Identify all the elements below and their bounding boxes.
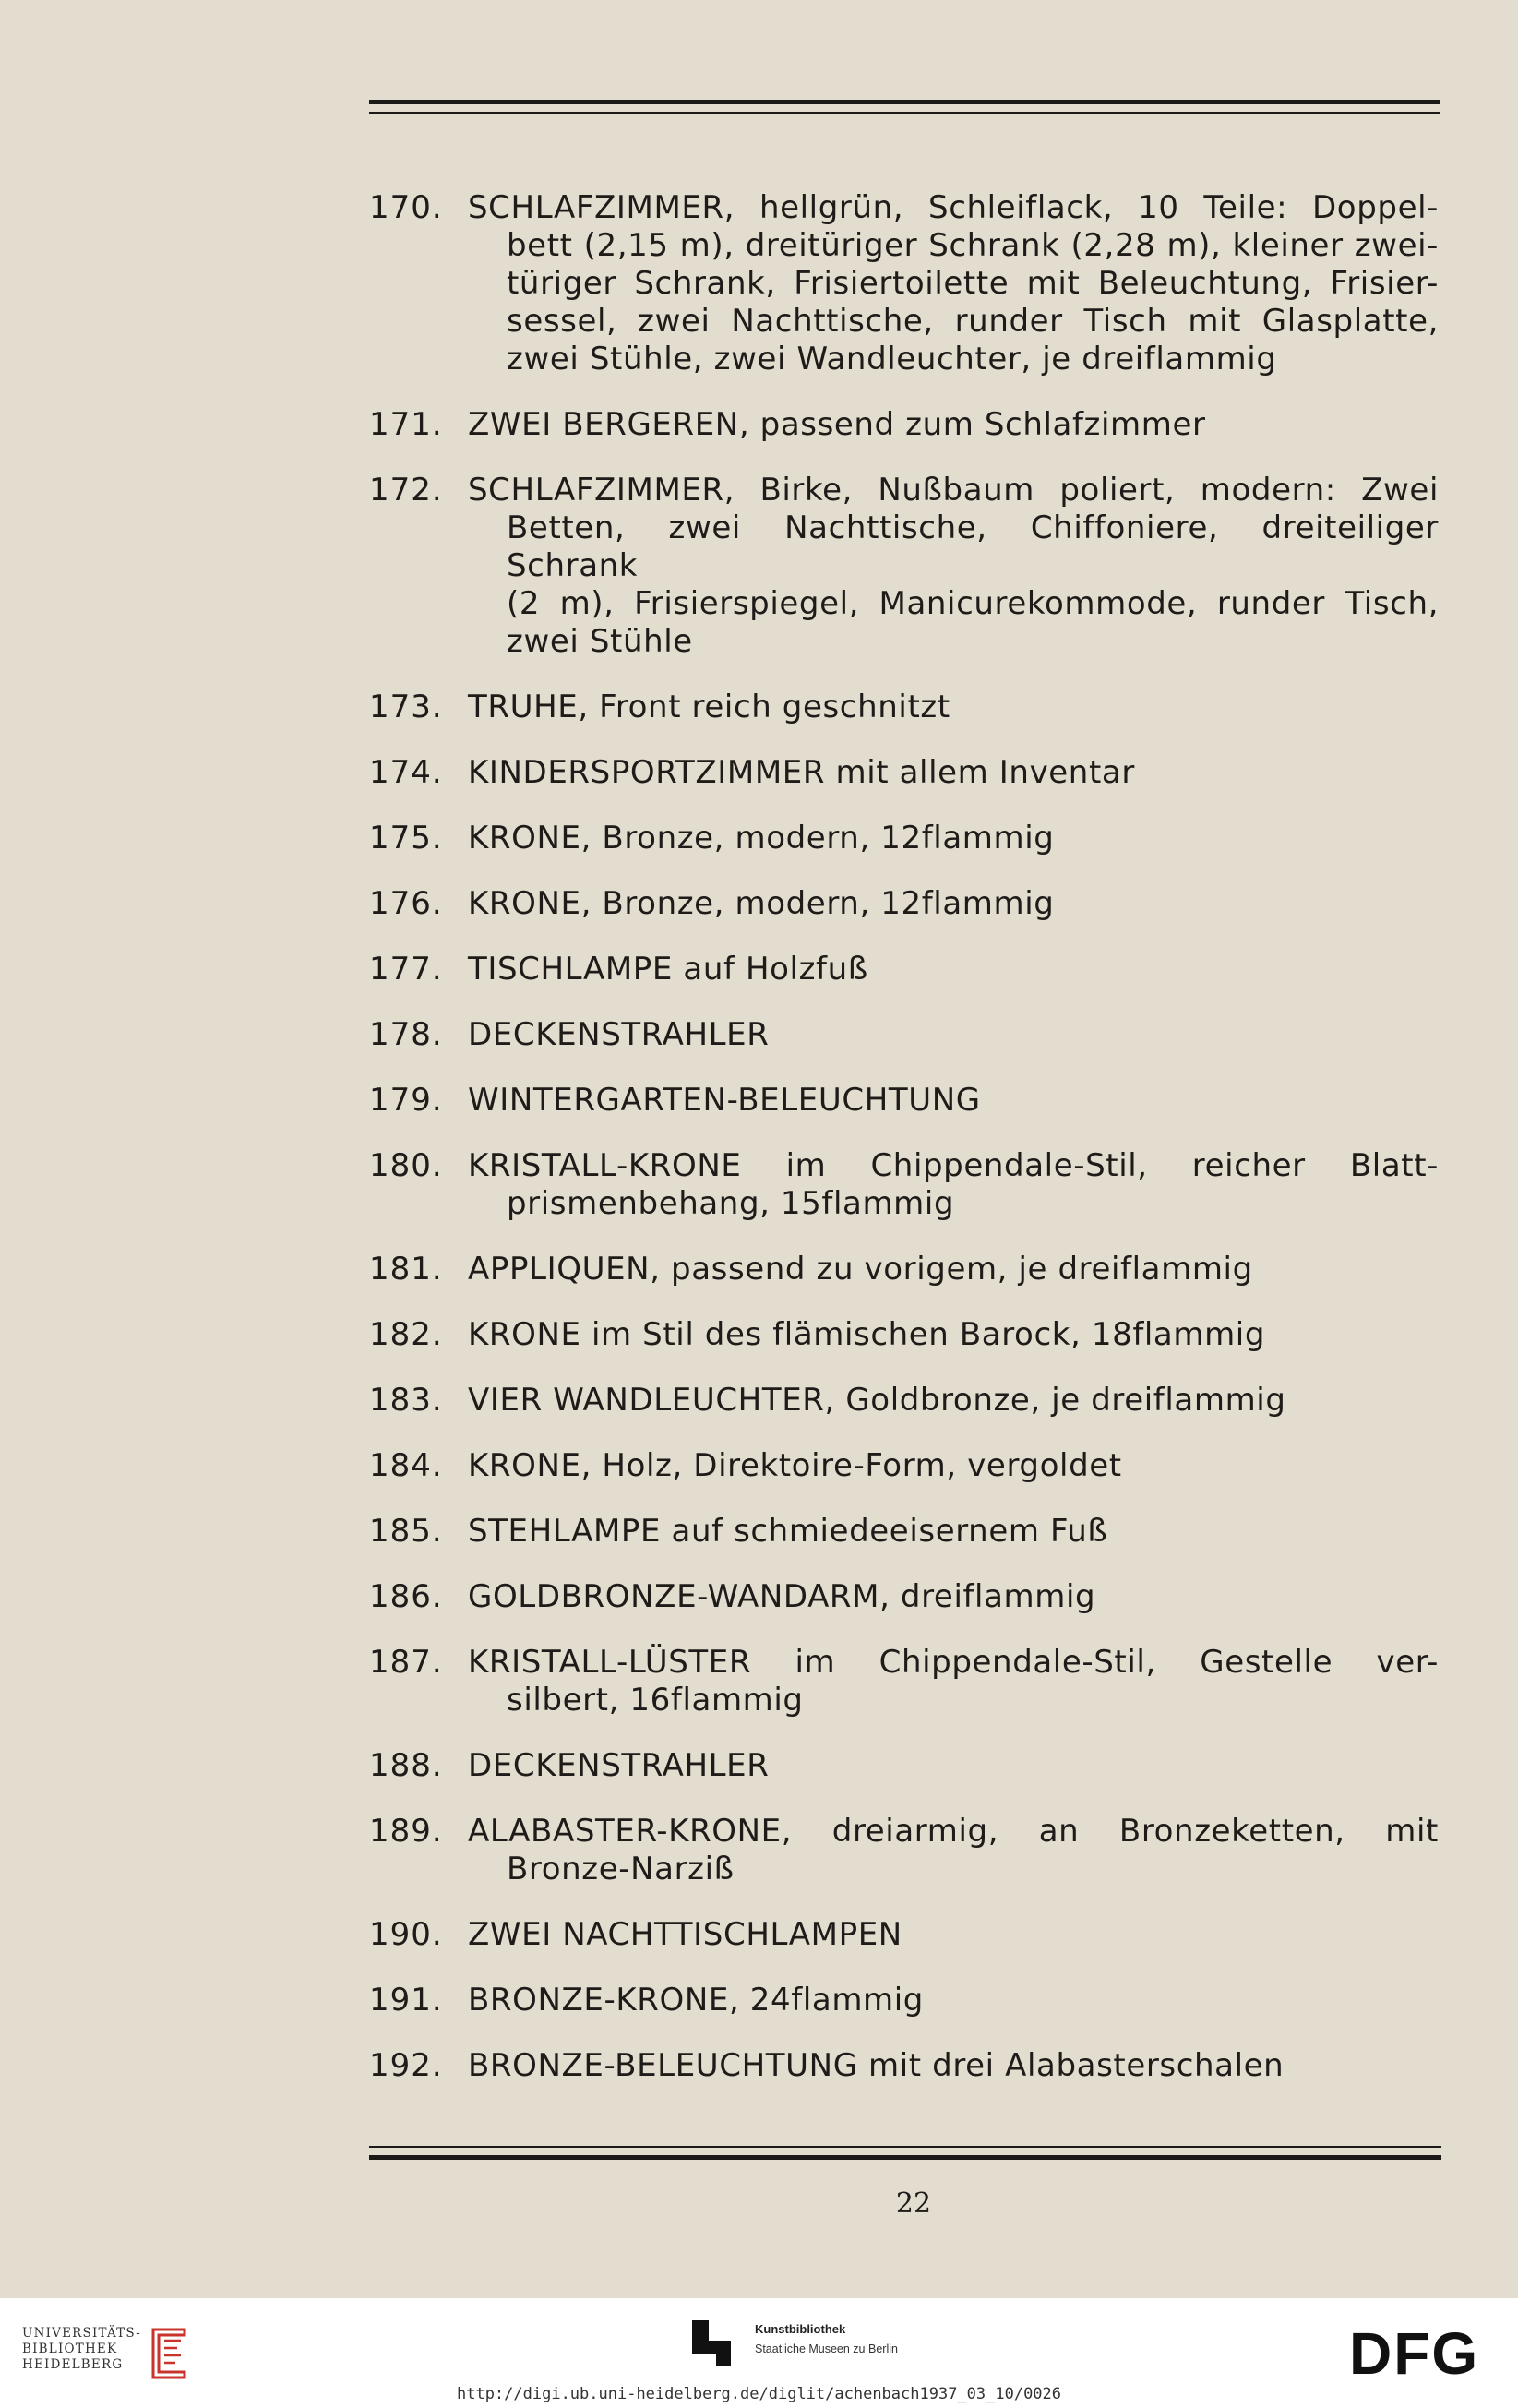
entry-description <box>468 1578 1444 1616</box>
entry-line: zwei Stühle <box>507 623 693 660</box>
top-rule-thick <box>369 100 1440 104</box>
entry-line: TISCHLAMPE auf Holzfuß <box>468 951 868 988</box>
entry-line: prismenbehang, 15flammig <box>507 1185 955 1222</box>
kunstbibliothek-subtitle: Staatliche Museen zu Berlin <box>755 2342 898 2355</box>
catalog-entry <box>369 189 1444 378</box>
kunstbibliothek-mark-icon <box>692 2320 731 2366</box>
entry-description <box>468 1513 1444 1551</box>
entry-number: 174. <box>369 754 443 791</box>
entry-line: DECKENSTRAHLER <box>468 1016 770 1053</box>
entry-description <box>468 189 1444 378</box>
digitization-footer <box>0 2298 1518 2408</box>
entry-number: 178. <box>369 1016 443 1053</box>
entry-line: KRONE im Stil des flämischen Barock, 18flammig <box>468 1316 1266 1353</box>
entry-line: KRONE, Bronze, modern, 12flammig <box>468 885 1055 922</box>
catalog-entry <box>369 1578 1444 1616</box>
entry-line: GOLDBRONZE-WANDARM, dreiflammig <box>468 1578 1096 1615</box>
kunstbibliothek-title: Kunstbibliothek <box>755 2322 846 2336</box>
entry-description <box>468 1251 1444 1288</box>
catalog-entries-list <box>369 189 1444 2113</box>
entry-line: VIER WANDLEUCHTER, Goldbronze, je dreiflammig <box>468 1382 1286 1419</box>
catalog-entry <box>369 1747 1444 1785</box>
entry-line: TRUHE, Front reich geschnitzt <box>468 689 950 725</box>
entry-description <box>468 1813 1444 1888</box>
uni-logo-line-1: UNIVERSITÄTS- <box>22 2326 142 2341</box>
entry-line: KRISTALL-KRONE im Chippendale-Stil, reicher Blatt- <box>468 1147 1439 1184</box>
bottom-rule-thick <box>369 2155 1441 2160</box>
entry-number: 190. <box>369 1916 443 1953</box>
catalog-entry <box>369 1251 1444 1288</box>
kunstbibliothek-logo[interactable] <box>692 2317 969 2378</box>
entry-line: WINTERGARTEN-BELEUCHTUNG <box>468 1082 981 1119</box>
university-library-logo-text <box>22 2326 141 2373</box>
entry-line: bett (2,15 m), dreitüriger Schrank (2,28 m), kleiner zwei- <box>507 227 1439 264</box>
entry-line: DECKENSTRAHLER <box>468 1747 770 1784</box>
entry-number: 176. <box>369 885 443 922</box>
page-number: 22 <box>895 2187 932 2220</box>
catalog-entry <box>369 1016 1444 1054</box>
entry-line: silbert, 16flammig <box>507 1682 804 1719</box>
catalog-entry <box>369 951 1444 988</box>
entry-number: 175. <box>369 820 443 857</box>
entry-description <box>468 1747 1444 1785</box>
entry-line: KRISTALL-LÜSTER im Chippendale-Stil, Gestelle ver- <box>468 1644 1439 1681</box>
entry-number: 171. <box>369 406 443 443</box>
entry-number: 172. <box>369 472 443 509</box>
university-library-logo[interactable] <box>22 2322 197 2383</box>
entry-number: 173. <box>369 689 443 725</box>
entry-description <box>468 1147 1444 1223</box>
catalog-entry <box>369 754 1444 792</box>
catalog-entry <box>369 820 1444 857</box>
entry-description <box>468 1316 1444 1354</box>
entry-number: 192. <box>369 2047 443 2084</box>
top-rule-thin <box>369 112 1440 114</box>
dfg-logo[interactable] <box>1349 2324 1497 2379</box>
entry-line: Betten, zwei Nachttische, Chiffoniere, dreiteiliger Schrank <box>507 509 1439 584</box>
dfg-logo-text: DFG <box>1349 2324 1480 2379</box>
catalog-entry <box>369 406 1444 444</box>
catalog-entry <box>369 1147 1444 1223</box>
entry-number: 183. <box>369 1382 443 1419</box>
entry-number: 180. <box>369 1147 443 1184</box>
catalog-entry <box>369 472 1444 661</box>
entry-description <box>468 1447 1444 1485</box>
entry-number: 181. <box>369 1251 443 1288</box>
bottom-rule-thin <box>369 2146 1441 2148</box>
entry-number: 189. <box>369 1813 443 1850</box>
entry-description <box>468 754 1444 792</box>
catalog-entry <box>369 689 1444 726</box>
entry-line: APPLIQUEN, passend zu vorigem, je dreiflammig <box>468 1251 1253 1288</box>
entry-number: 188. <box>369 1747 443 1784</box>
catalog-entry <box>369 1316 1444 1354</box>
uni-logo-line-2: BIBLIOTHEK <box>22 2342 118 2356</box>
entry-description <box>468 820 1444 857</box>
entry-description <box>468 689 1444 726</box>
entry-description <box>468 1382 1444 1420</box>
entry-line: KINDERSPORTZIMMER mit allem Inventar <box>468 754 1135 791</box>
entry-description <box>468 472 1444 661</box>
university-logo-mark-icon <box>144 2324 196 2379</box>
catalog-entry <box>369 1447 1444 1485</box>
entry-number: 170. <box>369 189 443 226</box>
entry-line: BRONZE-KRONE, 24flammig <box>468 1982 924 2019</box>
bottom-double-rule <box>369 2146 1441 2164</box>
entry-line: BRONZE-BELEUCHTUNG mit drei Alabasterschalen <box>468 2047 1285 2084</box>
entry-line: SCHLAFZIMMER, hellgrün, Schleiflack, 10 Teile: Doppel- <box>468 189 1439 226</box>
entry-line: (2 m), Frisierspiegel, Manicurekommode, runder Tisch, <box>507 585 1439 622</box>
catalog-entry <box>369 1082 1444 1120</box>
catalog-entry <box>369 1813 1444 1888</box>
catalog-entry <box>369 1644 1444 1719</box>
uni-logo-line-3: HEIDELBERG <box>22 2357 124 2372</box>
catalog-entry <box>369 1513 1444 1551</box>
source-url-link[interactable]: http://digi.ub.uni-heidelberg.de/diglit/achenbach1937_03_10/0026 <box>456 2385 1062 2403</box>
entry-description <box>468 406 1444 444</box>
catalog-entry <box>369 1382 1444 1420</box>
entry-description <box>468 1082 1444 1120</box>
entry-number: 191. <box>369 1982 443 2019</box>
entry-description <box>468 885 1444 923</box>
entry-description <box>468 1644 1444 1719</box>
entry-line: zwei Stühle, zwei Wandleuchter, je dreiflammig <box>507 341 1277 377</box>
entry-description <box>468 1016 1444 1054</box>
entry-description <box>468 951 1444 988</box>
entry-line: türiger Schrank, Frisiertoilette mit Beleuchtung, Frisier- <box>507 265 1439 302</box>
entry-number: 177. <box>369 951 443 988</box>
entry-number: 179. <box>369 1082 443 1119</box>
catalog-entry <box>369 2047 1444 2085</box>
entry-line: SCHLAFZIMMER, Birke, Nußbaum poliert, modern: Zwei <box>468 472 1439 509</box>
entry-number: 186. <box>369 1578 443 1615</box>
entry-number: 185. <box>369 1513 443 1550</box>
entry-line: sessel, zwei Nachttische, runder Tisch mit Glasplatte, <box>507 303 1439 340</box>
entry-line: Bronze-Narziß <box>507 1851 735 1887</box>
entry-line: STEHLAMPE auf schmiedeeisernem Fuß <box>468 1513 1108 1550</box>
catalog-entry <box>369 1982 1444 2019</box>
entry-description <box>468 1982 1444 2019</box>
entry-line: ZWEI NACHTTISCHLAMPEN <box>468 1916 902 1953</box>
catalog-entry <box>369 1916 1444 1954</box>
catalog-entry <box>369 885 1444 923</box>
entry-number: 187. <box>369 1644 443 1681</box>
entry-number: 184. <box>369 1447 443 1484</box>
entry-description <box>468 2047 1444 2085</box>
entry-number: 182. <box>369 1316 443 1353</box>
entry-line: ZWEI BERGEREN, passend zum Schlafzimmer <box>468 406 1206 443</box>
entry-line: ALABASTER-KRONE, dreiarmig, an Bronzeketten, mit <box>468 1813 1439 1850</box>
entry-description <box>468 1916 1444 1954</box>
entry-line: KRONE, Holz, Direktoire-Form, vergoldet <box>468 1447 1122 1484</box>
top-double-rule <box>369 100 1440 118</box>
entry-line: KRONE, Bronze, modern, 12flammig <box>468 820 1055 857</box>
